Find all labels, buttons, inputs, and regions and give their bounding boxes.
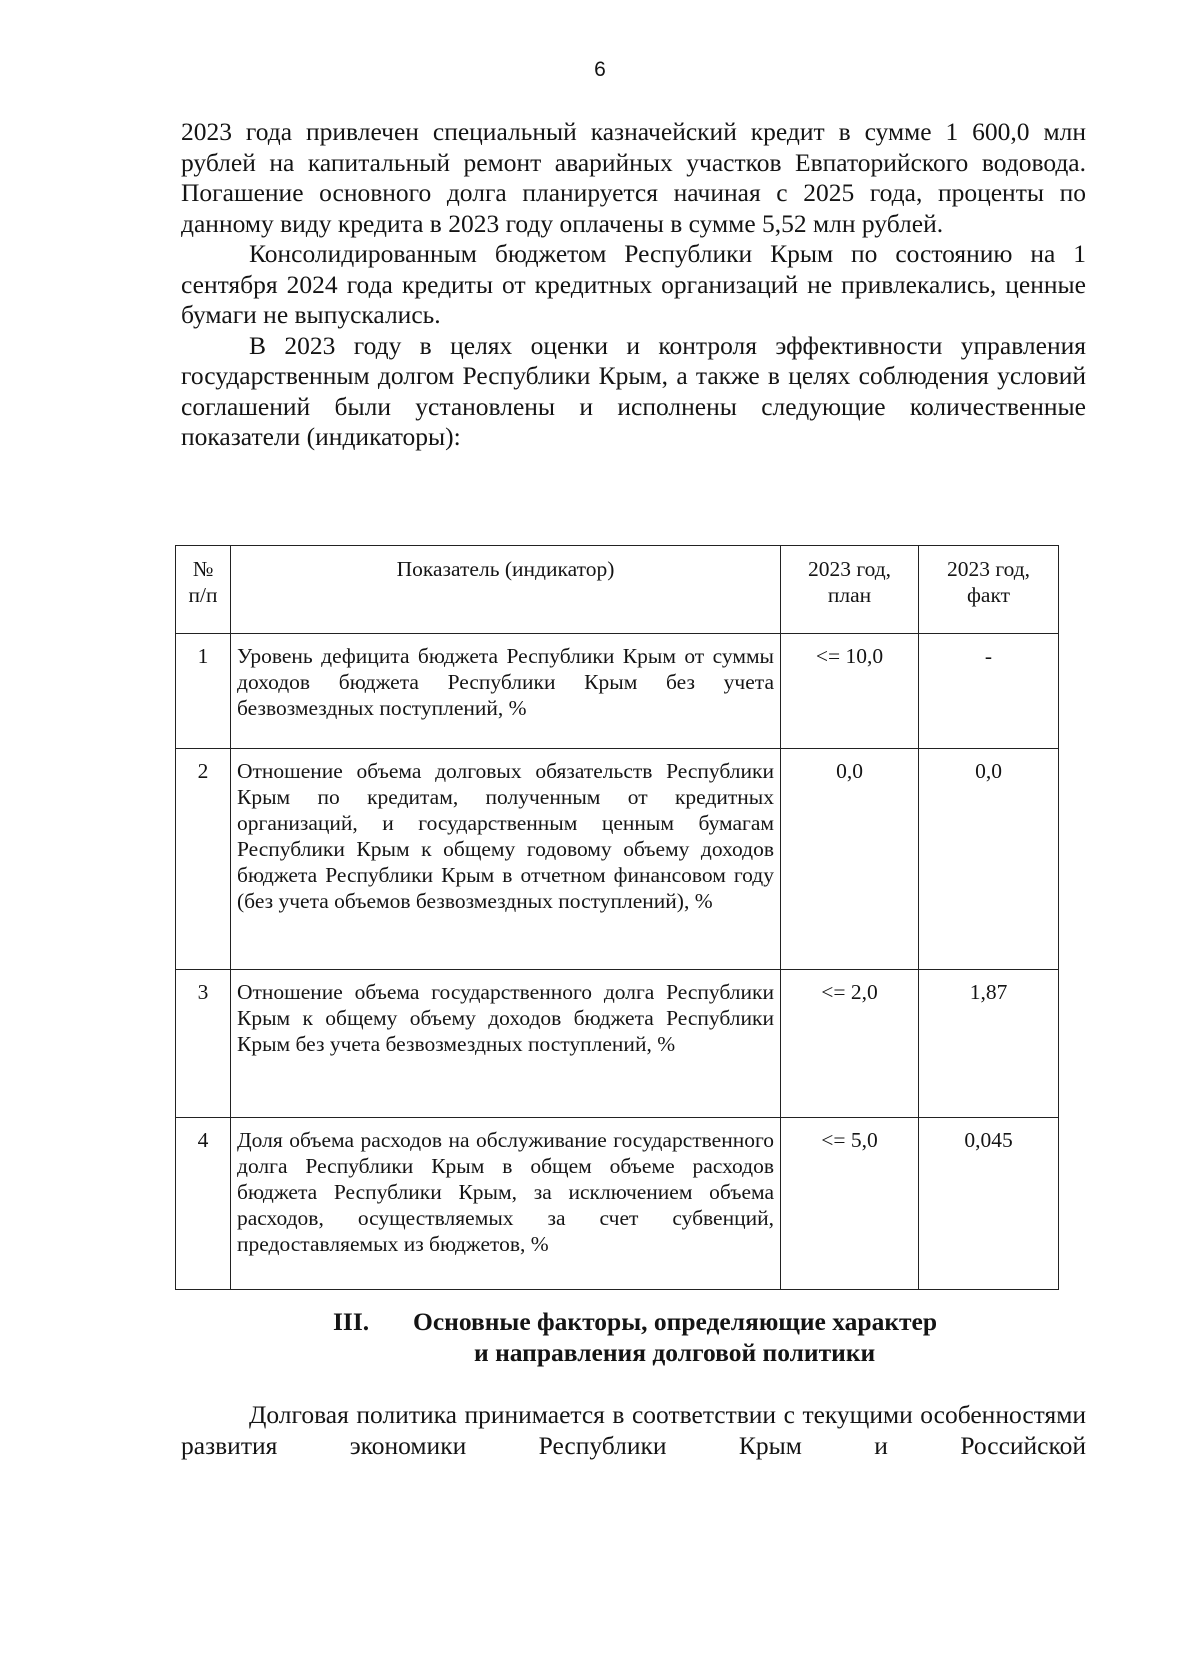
row-num: 2 [176, 749, 231, 970]
row-plan: <= 10,0 [781, 634, 919, 749]
section-heading-line-1 [333, 1306, 937, 1337]
row-fact: - [919, 634, 1059, 749]
table-header-row [176, 546, 1059, 634]
row-indicator: Отношение объема государственного долга Республики Крым к общему объему доходов бюджета Республики Крым без учета безвозмездных поступлений, % [231, 970, 781, 1118]
row-fact: 0,045 [919, 1118, 1059, 1290]
body-text-top [181, 117, 1086, 453]
indicators-table [175, 545, 1059, 1290]
paragraph-consolidated-budget: Консолидированным бюджетом Республики Крым по состоянию на 1 сентября 2024 года кредиты от кредитных организаций не привлекались, ценные бумаги не выпускались. [181, 239, 1086, 329]
closing-paragraph: Долговая политика принимается в соответствии с текущими особенностями развития экономики Республики Крым и Российской [181, 1400, 1086, 1460]
header-plan: 2023 год, план [781, 546, 919, 634]
paragraph-treasury-credit: 2023 года привлечен специальный казначейский кредит в сумме 1 600,0 млн рублей на капитальный ремонт аварийных участков Евпаторийского водовода. Погашение основного долга планируется начиная с 2025 года, проценты по данному виду кредита в 2023 году оплачены в сумме 5,52 млн рублей. [181, 117, 1086, 238]
row-indicator: Доля объема расходов на обслуживание государственного долга Республики Крым в общем объеме расходов бюджета Республики Крым, за исключением объема расходов, осуществляемых за счет субвенций, предоставляемых из бюджетов, % [231, 1118, 781, 1290]
row-indicator: Отношение объема долговых обязательств Республики Крым по кредитам, полученным от кредитных организаций, и государственным ценным бумагам Республики Крым к общему годовому объему доходов бюджета Республики Крым в отчетном финансовом году (без учета объемов безвозмездных поступлений), % [231, 749, 781, 970]
section-title-line-2: и направления долговой политики [474, 1338, 876, 1367]
header-indicator: Показатель (индикатор) [231, 546, 781, 634]
row-plan: <= 5,0 [781, 1118, 919, 1290]
row-indicator: Уровень дефицита бюджета Республики Крым от суммы доходов бюджета Республики Крым без учета безвозмездных поступлений, % [231, 634, 781, 749]
table-row [176, 1118, 1059, 1290]
row-num: 3 [176, 970, 231, 1118]
row-num: 1 [176, 634, 231, 749]
table-row [176, 749, 1059, 970]
table-row [176, 634, 1059, 749]
row-num: 4 [176, 1118, 231, 1290]
header-fact: 2023 год, факт [919, 546, 1059, 634]
header-num: № п/п [176, 546, 231, 634]
table-row [176, 970, 1059, 1118]
section-number: III. [333, 1307, 370, 1336]
row-plan: 0,0 [781, 749, 919, 970]
paragraph-indicators-intro: В 2023 году в целях оценки и контроля эффективности управления государственным долгом Республики Крым, а также в целях соблюдения условий соглашений были установлены и исполнены следующие количественные показатели (индикаторы): [181, 330, 1086, 451]
row-fact: 0,0 [919, 749, 1059, 970]
row-fact: 1,87 [919, 970, 1059, 1118]
page-number: 6 [594, 58, 606, 81]
row-plan: <= 2,0 [781, 970, 919, 1118]
section-title-line-1: Основные факторы, определяющие характер [413, 1307, 938, 1336]
